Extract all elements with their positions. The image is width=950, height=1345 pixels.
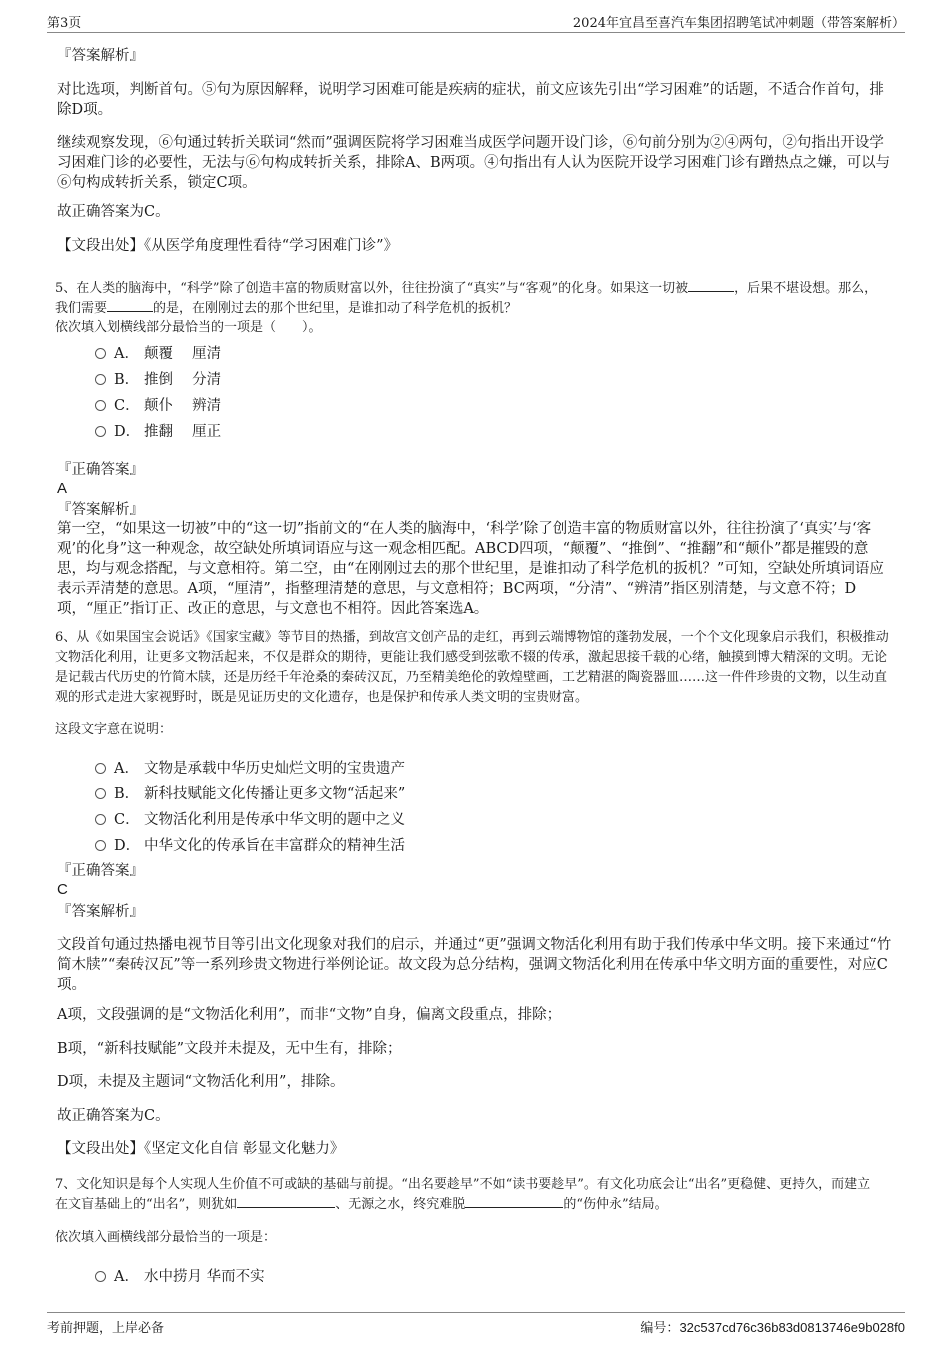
radio-icon[interactable] (95, 374, 106, 385)
q4-analysis-label: 『答案解析』 (57, 48, 144, 64)
q5-analysis: 第一空，“如果这一切被”中的“这一切”指前文的“在人类的脑海中，‘科学’除了创造丰富的物质财富以外，往往扮演了‘真实’与‘客观’的化身”这一种观念，故空缺处所填词语应与这一观念相匹配。ABCD四项，“颠覆”、“推倒”、“推翻”和“颠仆”都是摧毁的意思，均与观念搭配，与文意相符。第二空，由“在刚刚过去的那个世纪里，是谁扣动了科学危机的扳机？”可知，空缺处所填词语应表示弄清楚的意思。A项，“厘清”，指整理清楚的意思，与文意相符；BC两项，“分清”、“辨清”指区别清楚，与文意不符；D项，“厘正”指订正、改正的意思，与文意也不相符。因此答案选A。 (57, 521, 884, 617)
radio-icon[interactable] (95, 348, 106, 359)
q6-analysis-p4: D项，未提及主题词“文物活化利用”，排除。 (57, 1074, 345, 1090)
q7-instruction: 依次填入画横线部分最恰当的一项是： (55, 1230, 277, 1245)
q5-option-d[interactable]: D． 推翻 厘正 (95, 420, 221, 441)
q5-stem: 5、在人类的脑海中，“科学”除了创造丰富的物质财富以外，往往扮演了“真实”与“客观”的化身。如果这一切被 ，后果不堪设想。那么， 我们需要 的是，在刚刚过去的那个世纪里，是谁扣动了科学危机的扳机？ (55, 281, 878, 316)
q6-answer: C (57, 881, 68, 898)
q6-analysis-p1: 文段首句通过热播电视节目等引出文化现象对我们的启示，并通过“更”强调文物活化利用有助于我们传承中华文明。接下来通过“竹简木牍”“秦砖汉瓦”等一系列珍贵文物进行举例论证。故文段为总分结构，强调文物活化利用在传承中华文明方面的重要性，对应C项。 (57, 937, 892, 993)
q7-option-a[interactable]: A． 水中捞月 华而不实 (95, 1265, 265, 1286)
q5-option-a[interactable]: A． 颠覆 厘清 (95, 342, 221, 363)
blank-2 (465, 1207, 563, 1208)
q6-source: 【文段出处】《坚定文化自信 彰显文化魅力》 (57, 1141, 345, 1157)
q6-option-b[interactable]: B． 新科技赋能文化传播让更多文物“活起来” (95, 782, 405, 803)
blank-1 (688, 291, 734, 292)
q5-instruction: 依次填入划横线部分最恰当的一项是（ ）。 (55, 320, 322, 335)
q6-analysis-label: 『答案解析』 (57, 904, 144, 920)
q6-analysis-p3: B项，“新科技赋能”文段并未提及，无中生有，排除； (57, 1041, 402, 1057)
radio-icon[interactable] (95, 426, 106, 437)
q6-stem: 6、从《如果国宝会说话》《国家宝藏》等节目的热播，到故宫文创产品的走红，再到云端博物馆的蓬勃发展，一个个文化现象启示我们，积极推动文物活化利用，让更多文物活起来，不仅是群众的期待，更能让我们感受到弦歌不辍的传承，激起思接千载的心绪，触摸到博大精深的文明。无论是记载古代历史的竹简木牍，还是历经千年沧桑的秦砖汉瓦，乃至精美绝伦的敦煌壁画，工艺精湛的陶瓷器皿……这一件件珍贵的文物，以生动直观的形式走进大家视野时，既是见证历史的文化遗存，也是保护和传承人类文明的宝贵财富。 (55, 630, 889, 705)
q6-option-a[interactable]: A． 文物是承载中华历史灿烂文明的宝贵遗产 (95, 757, 405, 778)
q5-option-b[interactable]: B． 推倒 分清 (95, 368, 221, 389)
q5-analysis-label: 『答案解析』 (57, 502, 144, 518)
q6-option-d[interactable]: D． 中华文化的传承旨在丰富群众的精神生活 (95, 834, 405, 855)
q4-analysis-p2: 继续观察发现，⑥句通过转折关联词“然而”强调医院将学习困难当成医学问题开设门诊，⑥句前分别为②④两句，②句指出开设学习困难门诊的必要性，无法与⑥句构成转折关系，排除A、B两项。④句指出有人认为医院开设学习困难门诊有蹭热点之嫌，可以与⑥句构成转折关系，锁定C项。 (57, 135, 891, 191)
blank-2 (107, 311, 153, 312)
document-title: 2024年宜昌至喜汽车集团招聘笔试冲刺题（带答案解析） (572, 16, 905, 31)
q4-analysis-p1: 对比选项，判断首句。⑤句为原因解释，说明学习困难可能是疾病的症状，前文应该先引出“学习困难”的话题，不适合作首句，排除D项。 (57, 82, 884, 118)
q5-option-c[interactable]: C． 颠仆 辨清 (95, 394, 221, 415)
q7-stem: 7、文化知识是每个人实现人生价值不可或缺的基础与前提。“出名要趁早”不如“读书要趁早”。有文化功底会让“出名”更稳健、更持久，而建立 在文盲基础上的“出名”，则犹如 、无源之水，终究难脱 的“伤仲永”结局。 (55, 1177, 871, 1212)
radio-icon[interactable] (95, 763, 106, 774)
radio-icon[interactable] (95, 400, 106, 411)
q6-analysis-p5: 故正确答案为C。 (57, 1108, 170, 1124)
radio-icon[interactable] (95, 840, 106, 851)
q6-correct-label: 『正确答案』 (57, 863, 144, 879)
page-number: 第3页 (47, 16, 82, 31)
blank-1 (237, 1207, 335, 1208)
page-header (47, 10, 905, 33)
radio-icon[interactable] (95, 788, 106, 799)
document-code: 编号：32c537cd76c36b83d0813746e9b028f0 (640, 1320, 905, 1336)
radio-icon[interactable] (95, 814, 106, 825)
q5-correct-label: 『正确答案』 (57, 462, 144, 478)
page-footer (47, 1312, 905, 1340)
q6-instruction: 这段文字意在说明： (55, 722, 173, 737)
q4-analysis-p3: 故正确答案为C。 (57, 204, 170, 220)
q5-answer: A (57, 480, 68, 497)
q6-option-c[interactable]: C． 文物活化利用是传承中华文明的题中之义 (95, 808, 405, 829)
footer-slogan: 考前押题，上岸必备 (47, 1321, 165, 1336)
q4-source: 【文段出处】《从医学角度理性看待“学习困难门诊”》 (57, 238, 399, 254)
radio-icon[interactable] (95, 1271, 106, 1282)
q6-analysis-p2: A项，文段强调的是“文物活化利用”，而非“文物”自身，偏离文段重点，排除； (57, 1007, 562, 1023)
